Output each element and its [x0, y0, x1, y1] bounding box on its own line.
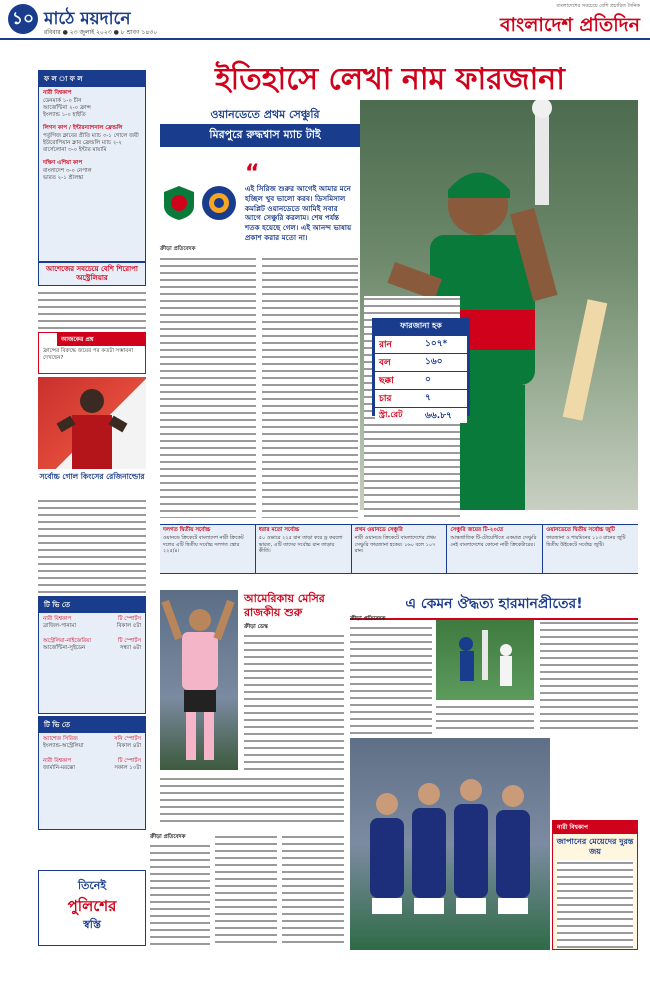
stat-title: ফারজানা হক [400, 321, 442, 330]
police-body-2 [215, 834, 277, 948]
messi-title: আমেরিকায় মেসির রাজকীয় শুরু [244, 592, 325, 619]
tv-title: টি ভি তে [39, 597, 145, 613]
promo-box [38, 332, 146, 374]
page-number: ১০ [8, 4, 38, 34]
record-item [447, 525, 543, 573]
result-head: নারী বিশ্বকাপ [43, 90, 72, 96]
police-body-1 [150, 843, 210, 948]
result-body: ডেনমার্ক ১-০ চীন আর্জেন্টিনা ২-০ ফ্রান্স ইংল্যান্ড ১-০ হাইতি [43, 98, 91, 118]
promo-label: ফ্রান্সের বিরুদ্ধে জয়ের পর কতটা সম্ভাবনা দেখছেন? [43, 348, 134, 361]
record-title: ওয়ানডেতে দ্বিতীয় সর্বোচ্চ জুটি [546, 527, 615, 533]
police-line-3: স্বস্তি [83, 918, 101, 931]
messi-byline: ক্রীড়া ডেস্ক [244, 624, 268, 630]
batter-illustration-icon [436, 620, 534, 700]
stat-box [372, 318, 470, 421]
tv-right: টি স্পোর্টস [117, 758, 141, 764]
record-text: ৫০ ওভারে ২২৫ রান তাড়া করে ড্র করলো ভারত, এটি তাদের সর্বোচ্চ রান তাড়ার কীর্তি। [258, 535, 343, 554]
team-celebration-illustration-icon [350, 738, 550, 950]
result-head: লিগস কাপ / ইন্টারন্যাশনাল ফ্রেন্ডলি [43, 125, 123, 131]
sub-headline-2: মিরপুরে রুদ্ধশ্বাস ম্যাচ টাই [160, 124, 370, 147]
record-title: সেঞ্চুরি জয়ের টি-২০তে [450, 527, 504, 533]
tv-left: নারী বিশ্বকাপ [43, 758, 72, 764]
record-item [543, 525, 638, 573]
highlight-body [38, 290, 146, 330]
player-illustration-icon [38, 377, 146, 469]
women-wc-subtitle: জাপানের মেয়েদের দুরন্ত জয় [556, 837, 634, 856]
messi-body-2 [160, 776, 344, 826]
stat-value: ১০৭* [425, 339, 448, 349]
main-article-col-2 [262, 256, 358, 518]
women-wc-body [557, 860, 633, 948]
record-item [256, 525, 352, 573]
masthead [0, 0, 650, 40]
footballer-illustration-icon [160, 590, 238, 770]
main-byline: ক্রীড়া প্রতিবেদক [160, 246, 196, 252]
results-box [38, 70, 146, 262]
record-title: প্রথম ওয়ানডে সেঞ্চুরি [354, 527, 403, 533]
pull-quote [245, 161, 355, 243]
result-body: বাংলাদেশ ৩-০ নেপাল ভারত ২-১ শ্রীলঙ্কা [43, 168, 92, 181]
tv-left: অ্যাশেজ সিরিজ [43, 736, 78, 742]
main-article-col-1 [160, 256, 256, 518]
bcci-logo-icon [200, 184, 238, 222]
bcb-logo-icon [160, 184, 198, 222]
harman-body-2 [436, 704, 534, 734]
paper-name: বাংলাদেশ প্রতিদিন [499, 14, 640, 36]
side-story-body [38, 498, 146, 594]
side-story-title: সর্বোচ্চ গোল কিংসের রেজিনাল্ডোর [39, 472, 145, 481]
messi-photo [160, 590, 238, 770]
messi-body-1 [244, 633, 344, 771]
main-headline: ইতিহাসে লেখা নাম ফারজানা [215, 62, 565, 97]
tv-box-2 [38, 716, 146, 830]
harman-body-3 [540, 620, 638, 734]
tv-left: ব্রাজিল-পানামা [43, 623, 76, 629]
record-item [160, 525, 256, 573]
result-head: দক্ষিণ এশিয়া কাপ [43, 160, 83, 166]
record-text: নারী ওয়ানডে ক্রিকেটে বাংলাদেশের প্রথম সেঞ্চুরি ফারজানা হকের। ১৬০ বলে ১০৭ রান। [354, 535, 436, 554]
tv-left: ইংল্যান্ড-অস্ট্রেলিয়া [43, 743, 84, 749]
women-wc-box [552, 820, 638, 950]
harman-byline: ক্রীড়া প্রতিবেদক [350, 616, 386, 622]
record-title: ধরার মতো সর্বোচ্চ [258, 527, 300, 533]
stat-value: ০ [425, 375, 431, 385]
stat-label: চার [379, 394, 392, 404]
quote-mark-icon: “ [245, 161, 260, 186]
date-line: রবিবার ● ২৩ জুলাই ২০২৩ ● ৮ শ্রাবণ ১৪৩০ [44, 29, 158, 36]
stat-value: ১৬০ [425, 357, 443, 367]
tv-right: সকাল ১০টা [114, 765, 141, 771]
tv-right: বিকাল ৪টা [116, 743, 141, 749]
police-line-2: পুলিশের [67, 897, 117, 915]
harman-title: এ কেমন ঔদ্ধত্য হারমানপ্রীতের! [350, 592, 638, 620]
tv-right: সন্ধ্যা ৬টা [119, 645, 141, 651]
promo-title: আজকের প্রশ্ন [57, 333, 145, 346]
stat-label: বল [379, 358, 391, 368]
stat-label: স্ট্রা.রেট [379, 410, 403, 419]
tv-right: বিকাল ৫টা [116, 623, 141, 629]
record-text: ফারজানা ও শারমিনের ১১৩ রানের জুটি দ্বিতীয় উইকেটে সর্বোচ্চ জুটি। [546, 535, 626, 548]
tv-left: আর্জেন্টিনা-সুইডেন [43, 645, 86, 651]
tv-right: টি স্পোর্টস [117, 638, 141, 644]
tv-left: নারী বিশ্বকাপ [43, 616, 72, 622]
record-text: ওয়ানডে ক্রিকেটে বাংলাদেশ নারী ক্রিকেট দলের এটি দ্বিতীয় সর্বোচ্চ দলগত স্কোর ২২৫/৪। [163, 535, 244, 554]
women-wc-title: নারী বিশ্বকাপ [553, 821, 637, 834]
stat-value: ৬৬.৮৭ [425, 411, 452, 421]
stat-label: ছক্কা [379, 376, 394, 386]
tv-right: সনি স্পোর্টস [113, 736, 141, 742]
women-wc-photo [350, 738, 550, 950]
record-title: দলগত দ্বিতীয় সর্বোচ্চ [163, 527, 211, 533]
tv2-title: টি ভি তে [39, 717, 145, 733]
tv-right: টি স্পোর্টস [117, 616, 141, 622]
results-title: ফ ল া ফ ল [39, 71, 145, 87]
tv-left: জার্মানি-মরক্কো [43, 765, 75, 771]
sub-headline-1: ওয়ানডেতে প্রথম সেঞ্চুরি [210, 108, 320, 121]
harman-photo [436, 620, 534, 700]
result-body: পর্তুগিজ ক্লাবের প্রীতি ম্যাচ ৩-১ গোলে জয়ী ইউরোপিয়ান ক্লাব ফ্রেন্ডলি ম্যাচ ২-২ বার্সেলোনা ৩-০ ইন্টার মায়ামি [43, 133, 139, 153]
record-text: আন্তর্জাতিক টি-টোয়েন্টিতে একমাত্র সেঞ্চুরি নেই বাংলাদেশের কোনো নারী ক্রিকেটারের। [450, 535, 537, 548]
paper-tagline: বাংলাদেশের সবচেয়ে বেশি প্রচারিত দৈনিক [556, 3, 640, 9]
police-headline [38, 870, 146, 946]
police-byline: ক্রীড়া প্রতিবেদক [150, 834, 186, 840]
police-line-1: তিনেই [77, 879, 107, 892]
tv-left: অস্ট্রেলিয়া-নাইজেরিয়া [43, 638, 91, 644]
stat-label: রান [379, 340, 392, 350]
side-story-photo [38, 377, 146, 469]
record-strip [160, 524, 638, 574]
highlight-box [38, 262, 146, 286]
record-item [352, 525, 448, 573]
highlight-title: আশেজের সবচেয়ে বেশি শিরোপা অস্ট্রেলিয়ার [46, 265, 138, 282]
police-body-3 [282, 834, 344, 948]
stat-value: ৭ [425, 393, 431, 403]
tv-box [38, 596, 146, 714]
section-title: মাঠে ময়দানে [44, 9, 131, 29]
quote-text: এই সিরিজ শুরুর আগেই আমার মনে হচ্ছিল খুব ভালো করব। ডিসমিসাল কমপ্লিট ওয়ানডেতে আমিই সবার আগে সেঞ্চুরি করলাম। শেষ পর্যন্ত শতক হয়েছে গেল। এই আনন্দ ভাষায় প্রকাশ করার মতো না। [245, 184, 352, 242]
